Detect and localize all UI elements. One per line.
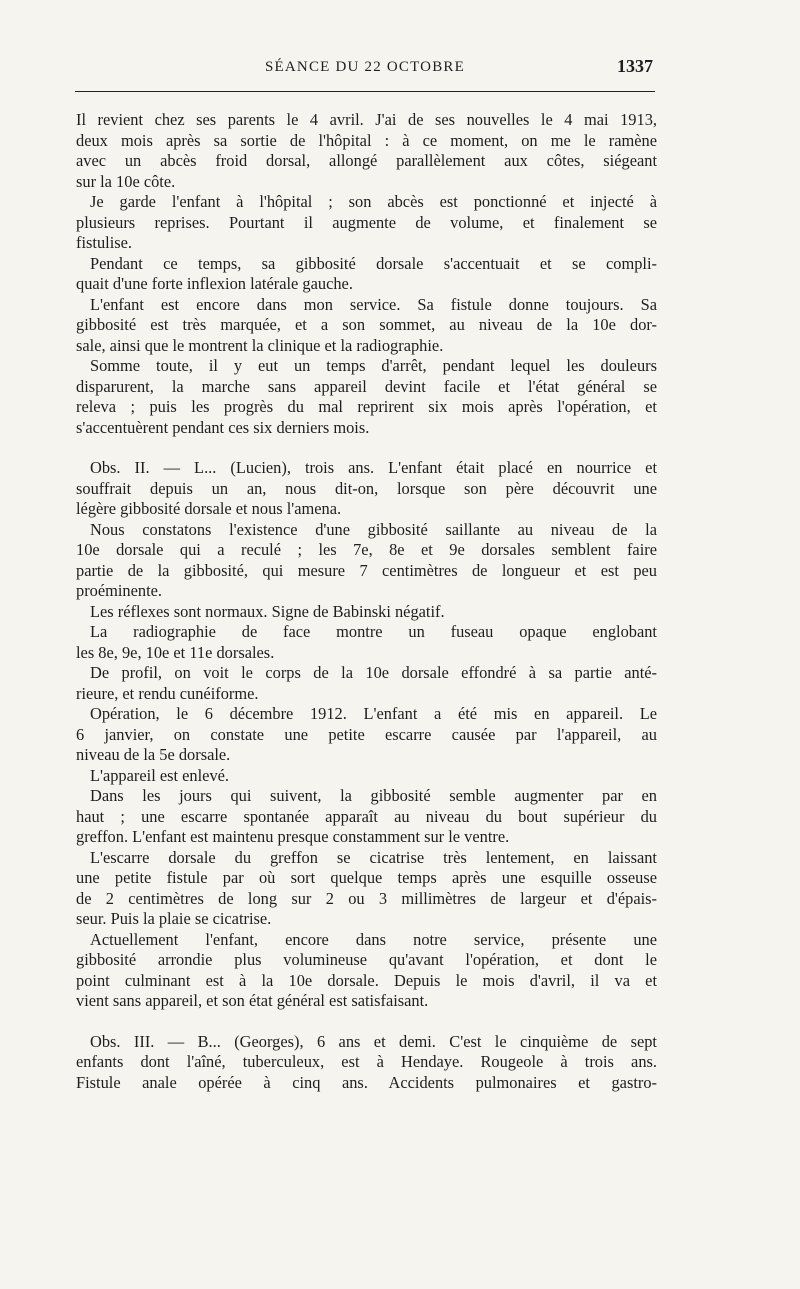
text-line: vient sans appareil, et son état général est satisfaisant. — [76, 991, 429, 1010]
text-line: Fistule anale opérée à cinq ans. Accidents pulmonaires et gastro- — [76, 1072, 657, 1092]
text-line: niveau de la 5e dorsale. — [76, 745, 231, 764]
text-line: souffrait depuis un an, nous dit-on, lorsque son père découvrit une — [76, 478, 657, 498]
text-line: L'appareil est enlevé. — [90, 765, 230, 785]
text-line: disparurent, la marche sans appareil devint facile et l'état général se — [76, 376, 657, 396]
text-line: s'accentuèrent pendant ces six derniers mois. — [76, 417, 370, 437]
text-line: une petite fistule par où sort quelque temps après une esquille osseuse — [76, 868, 657, 887]
text-line: Dans les jours qui suivent, la gibbosité semble augmenter par en — [90, 786, 657, 805]
text-line: gibbosité arrondie plus volumineuse qu'avant l'opération, et dont le — [76, 950, 657, 969]
body-text — [76, 110, 657, 1093]
text-line: partie de la gibbosité, qui mesure 7 centimètres de longueur et est peu — [76, 560, 657, 580]
text-line: légère gibbosité dorsale et nous l'amena. — [76, 499, 342, 518]
text-line: Pendant ce temps, sa gibbosité dorsale s'accentuait et se compli- — [90, 253, 657, 273]
text-line: La radiographie de face montre un fuseau opaque englobant — [90, 622, 657, 641]
text-line: Opération, le 6 décembre 1912. L'enfant a été mis en appareil. Le — [90, 704, 657, 723]
text-line: Actuellement l'enfant, encore dans notre service, présente une — [90, 929, 657, 949]
text-line: deux mois après sa sortie de l'hôpital : à ce moment, on me le ramène — [76, 130, 657, 150]
text-line: 6 janvier, on constate une petite escarre causée par l'appareil, au — [76, 724, 657, 744]
text-line: quait d'une forte inflexion latérale gauche. — [76, 274, 353, 293]
text-line: Somme toute, il y eut un temps d'arrêt, pendant lequel les douleurs — [90, 356, 657, 375]
page-number: 1337 — [617, 56, 653, 76]
text-line: avec un abcès froid dorsal, allongé parallèlement aux côtes, siégeant — [76, 151, 657, 170]
header-rule — [75, 91, 655, 92]
running-title: SÉANCE DU 22 OCTOBRE — [265, 59, 465, 75]
text-line: gibbosité est très marquée, et a son sommet, au niveau de la 10e dor- — [76, 315, 657, 334]
text-line: rieure, et rendu cunéiforme. — [76, 683, 259, 703]
text-line: Il revient chez ses parents le 4 avril. J'ai de ses nouvelles le 4 mai 1913, — [76, 110, 657, 129]
text-line: de 2 centimètres de long sur 2 ou 3 millimètres de largeur et d'épais- — [76, 888, 657, 908]
text-line: plusieurs reprises. Pourtant il augmente de volume, et finalement se — [76, 212, 657, 232]
text-line: Nous constatons l'existence d'une gibbosité saillante au niveau de la — [90, 519, 657, 539]
text-line: point culminant est à la 10e dorsale. Depuis le mois d'avril, il va et — [76, 970, 657, 990]
text-line: L'escarre dorsale du greffon se cicatrise très lentement, en laissant — [90, 847, 657, 867]
text-line: les 8e, 9e, 10e et 11e dorsales. — [76, 642, 275, 662]
text-line: Les réflexes sont normaux. Signe de Babinski négatif. — [90, 601, 445, 621]
text-line: De profil, on voit le corps de la 10e dorsale effondré à sa partie anté- — [90, 663, 657, 682]
text-line: seur. Puis la plaie se cicatrise. — [76, 909, 272, 928]
text-line: Obs. III. — B... (Georges), 6 ans et demi. C'est le cinquième de sept — [90, 1031, 657, 1051]
text-line: sale, ainsi que le montrent la clinique et la radiographie. — [76, 335, 444, 355]
text-line: sur la 10e côte. — [76, 171, 176, 191]
text-line: Obs. II. — L... (Lucien), trois ans. L'enfant était placé en nourrice et — [90, 458, 657, 477]
text-line: releva ; puis les progrès du mal reprirent six mois après l'opération, et — [76, 397, 657, 416]
text-line: Je garde l'enfant à l'hôpital ; son abcès est ponctionné et injecté à — [90, 192, 657, 211]
text-line: haut ; une escarre spontanée apparaît au niveau du bout supérieur du — [76, 806, 657, 826]
text-line: 10e dorsale qui a reculé ; les 7e, 8e et 9e dorsales semblent faire — [76, 540, 657, 559]
text-line: proéminente. — [76, 581, 163, 600]
page-header — [75, 55, 655, 85]
text-line: enfants dont l'aîné, tuberculeux, est à Hendaye. Rougeole à trois ans. — [76, 1052, 657, 1071]
text-line: L'enfant est encore dans mon service. Sa fistule donne toujours. Sa — [90, 294, 657, 314]
text-line: fistulise. — [76, 233, 132, 252]
text-line: greffon. L'enfant est maintenu presque constamment sur le ventre. — [76, 827, 510, 846]
